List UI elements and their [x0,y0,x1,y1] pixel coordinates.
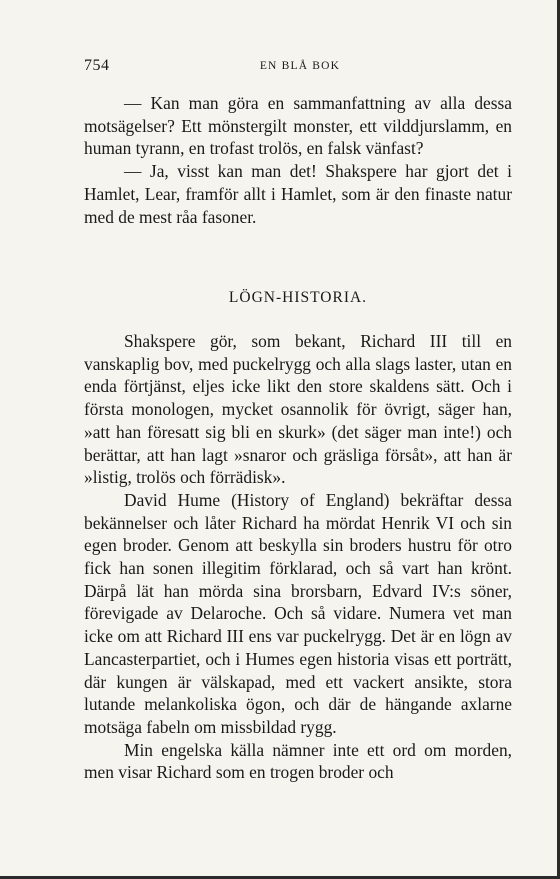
running-title: EN BLÅ BOK [259,60,341,72]
running-header [84,57,516,79]
paragraph: Shakspere gör, som bekant, Richard III till en vanskaplig bov, med puckelrygg och alla slags laster, utan en enda förtjänst, eljes icke likt den store skaldens sätt. Och i första monologen, mycket osannolik för övrigt, säger han, »att han föresatt sig bli en skurk» (det säger man inte!) och berättar, att han lagt »snaror och gräsliga försåt», att han är »listig, trolös och förrädisk». [84,331,512,488]
paragraph: David Hume (History of England) bekräftar dessa bekännelser och låter Richard ha mördat Henrik VI och sin egen broder. Genom att beskylla sin broders hustru för otro fick han sonen illegitim förklarad, och så vart han krönt. Därpå lät han mörda sina brorsbarn, Edvard IV:s söner, förevigade av Delaroche. Och så vidare. Numera vet man icke om att Richard III ens var puckelrygg. Det är en lögn av Lancasterpartiet, och i Humes egen historia visas ett porträtt, där kungen är välskapad, med ett vackert ansikte, stora lutande melankoliska ögon, och där de hängande axlarne motsäga fabeln om missbildad rygg. [84,489,512,737]
paragraph: — Ja, visst kan man det! Shakspere har gjort det i Hamlet, Lear, framför allt i Hamlet, som är den finaste natur med de mest råa fasoner. [84,161,512,227]
paragraph: — Kan man göra en sammanfattning av alla dessa motsägelser? Ett mönstergilt monster, ett vilddjurslamm, en human tyrann, en trofast trolös, en falsk vänfast? [84,93,512,159]
text-block-section [84,330,512,784]
page-number: 754 [84,57,110,74]
section-heading: LÖGN-HISTORIA. [228,289,368,306]
paragraph: Min engelska källa nämner inte ett ord om morden, men visar Richard som en trogen broder och [84,739,512,783]
text-block-top [84,92,512,228]
